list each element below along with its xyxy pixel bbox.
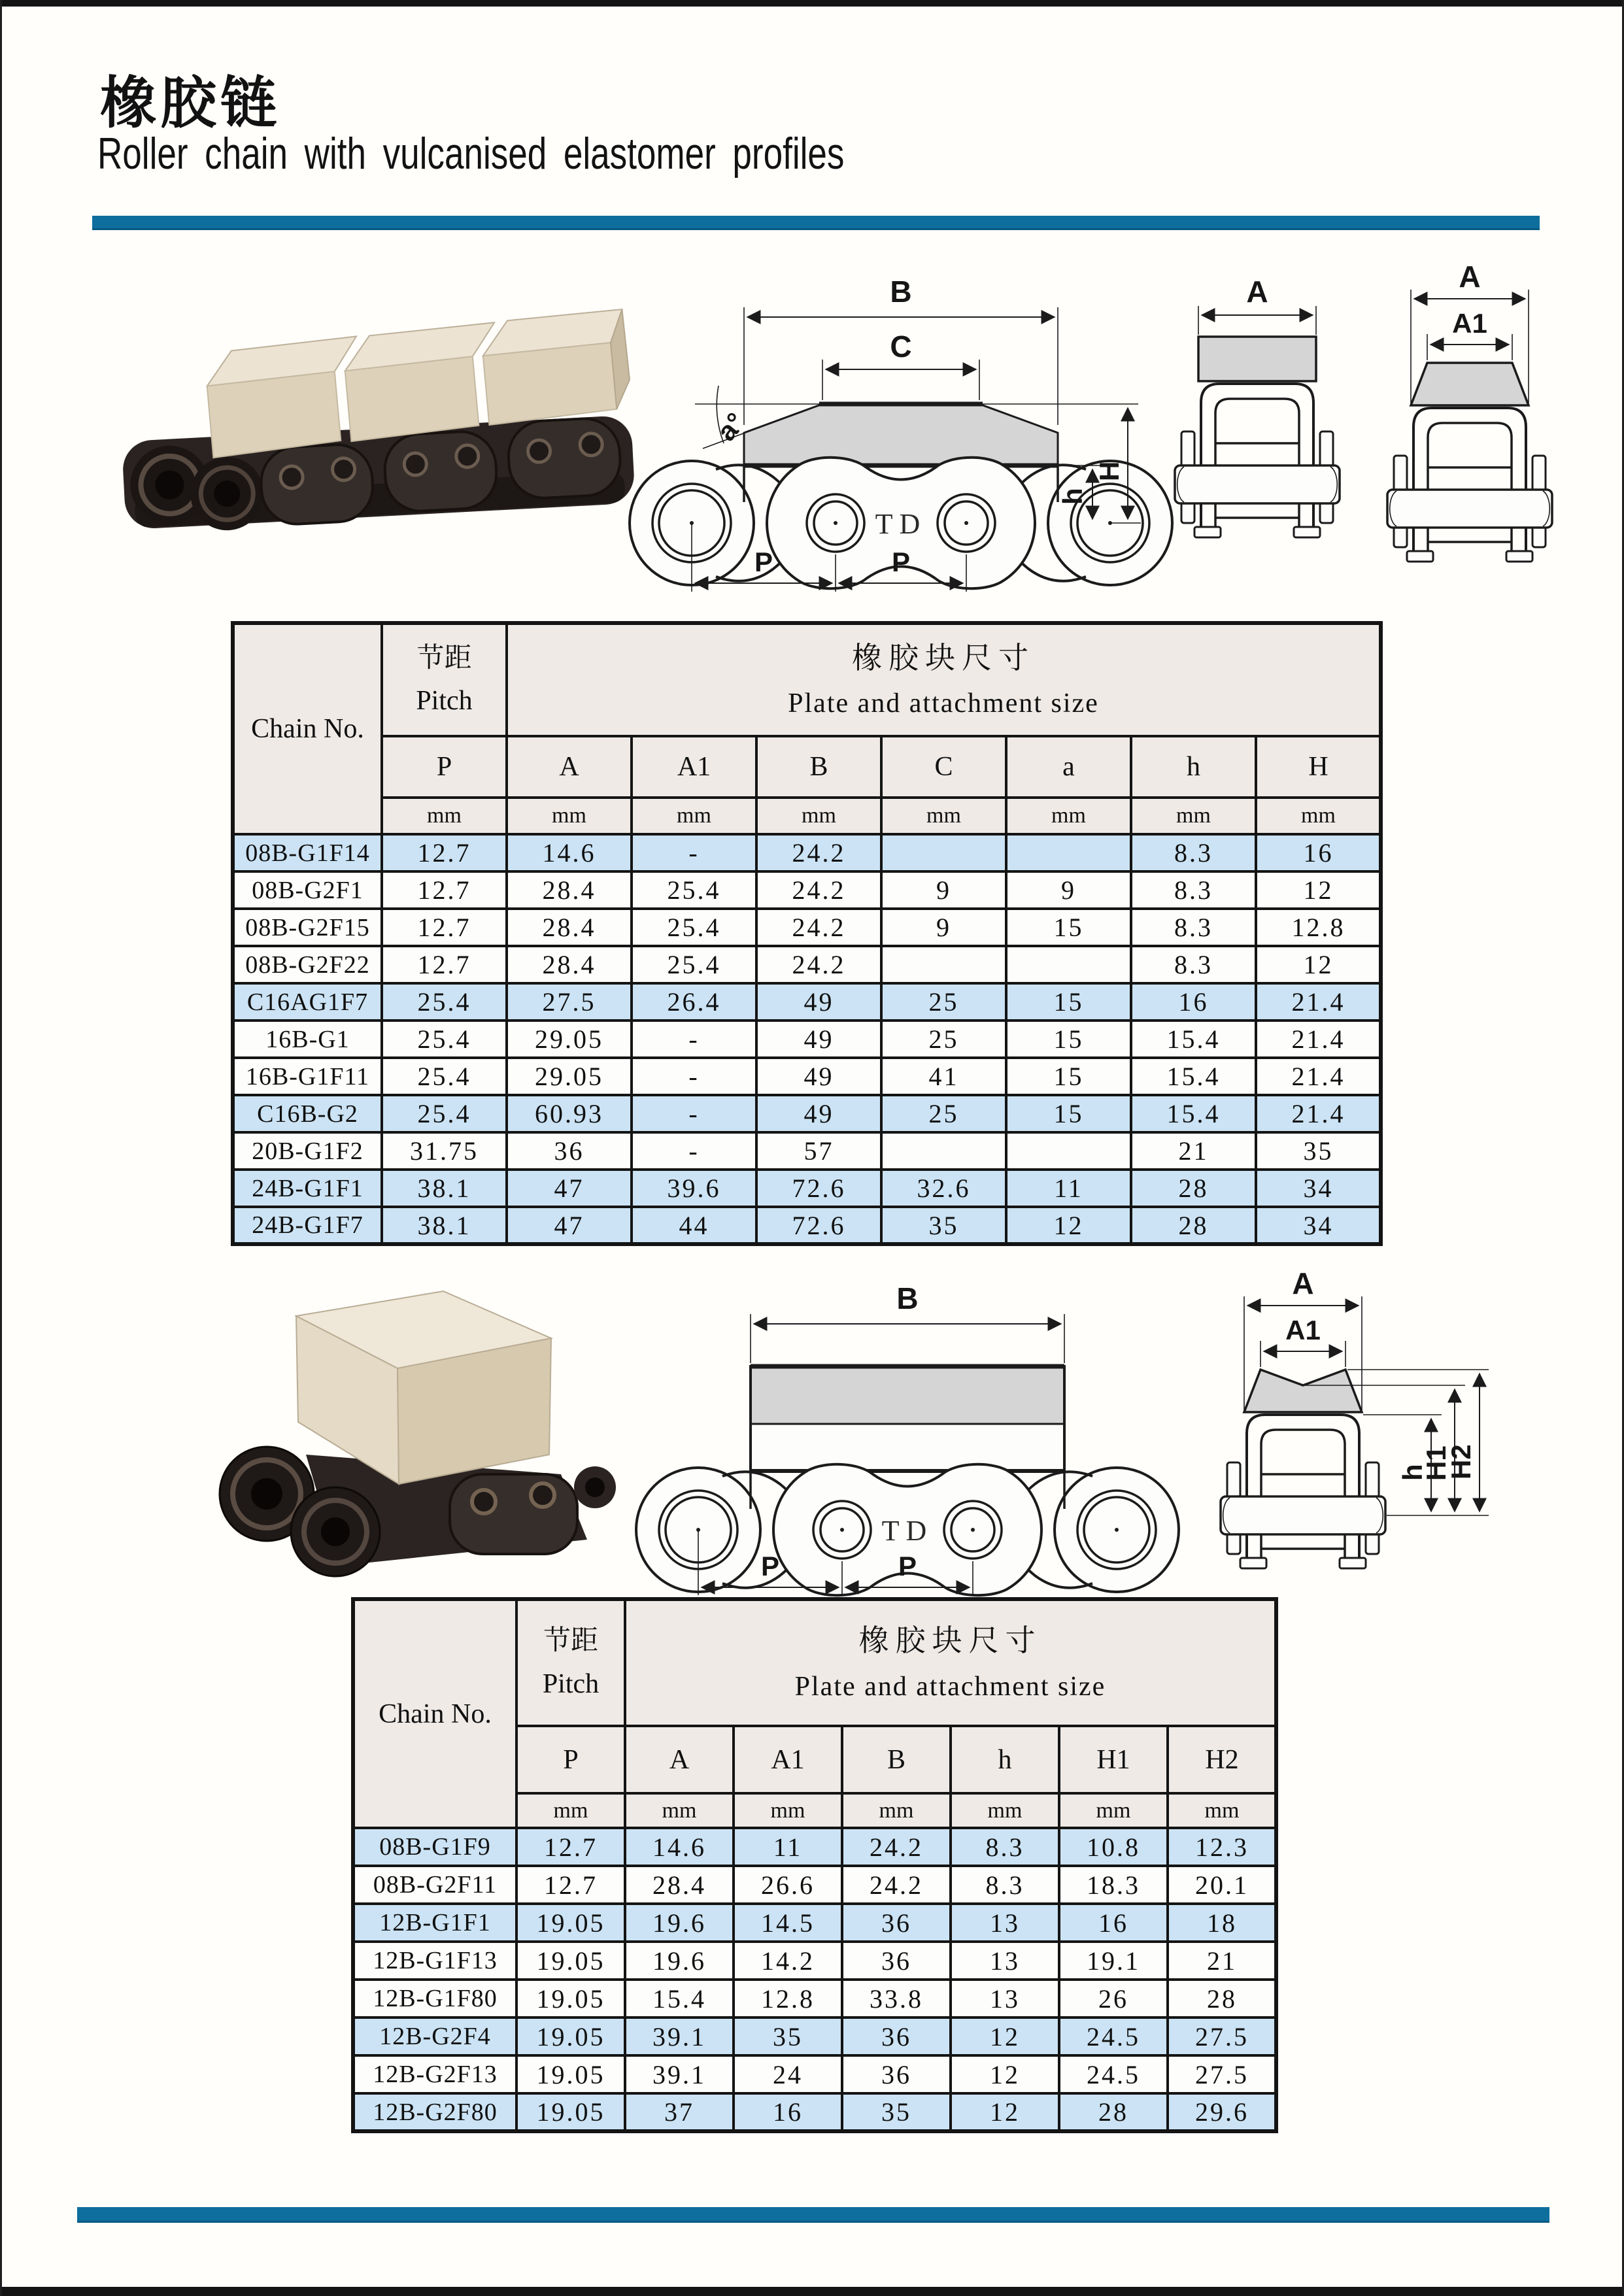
value-cell: - [632,1095,756,1132]
dim-label-angle: a° [710,407,751,447]
plate-size-header-en: Plate and attachment size [794,1671,1106,1702]
td-label: TD [875,508,927,540]
value-cell: 12 [1256,871,1381,909]
drawing-end-view-notch [1211,1266,1499,1579]
value-cell: 39.6 [632,1170,756,1207]
dim-label-P: P [898,1551,917,1581]
value-cell: 8.3 [1131,909,1256,946]
value-cell: 27.5 [1168,2017,1276,2055]
chain-no-cell: 12B-G1F80 [353,1980,516,2017]
column-unit: mm [1006,798,1131,834]
value-cell: 35 [734,2017,842,2055]
value-cell: 34 [1256,1170,1381,1207]
dim-label-B: B [890,275,912,309]
value-cell: - [632,1132,756,1170]
value-cell: 25.4 [632,946,756,983]
dim-label-h: h [1057,488,1088,505]
header-row-main [353,1599,1276,1726]
elastomer-profile-end [1198,337,1316,381]
chain-no-cell: 08B-G2F1 [233,871,382,909]
elastomer-band [752,1368,1063,1424]
value-cell: 9 [881,871,1006,909]
value-cell: 14.5 [734,1904,842,1942]
dim-label-A1: A1 [1285,1315,1321,1345]
value-cell: 24.5 [1059,2017,1168,2055]
dim-label-C: C [890,329,912,363]
value-cell: 72.6 [756,1170,881,1207]
value-cell: 19.05 [516,1904,625,1942]
column-unit: mm [625,1793,734,1828]
photo-chain-three-blocks [107,265,649,559]
value-cell [1006,834,1131,871]
value-cell: 12 [951,2055,1059,2093]
dim-label-H: H [1094,461,1125,481]
value-cell: 12.7 [382,871,507,909]
value-cell: 37 [625,2093,734,2131]
column-unit: mm [951,1793,1059,1828]
value-cell: 24.2 [756,909,881,946]
table-row [233,1058,1381,1095]
table-row [233,1132,1381,1170]
value-cell: 8.3 [1131,946,1256,983]
value-cell: 13 [951,1904,1059,1942]
table-row [233,1021,1381,1058]
chain-no-cell: 12B-G1F13 [353,1942,516,1980]
chain-no-cell: 08B-G2F22 [233,946,382,983]
chain-no-cell: 08B-G1F9 [353,1828,516,1866]
value-cell: 28 [1059,2093,1168,2131]
value-cell: 19.1 [1059,1942,1168,1980]
value-cell: 12.7 [382,834,507,871]
value-cell [881,946,1006,983]
dim-label-B: B [896,1281,919,1315]
chain-no-cell: 16B-G1 [233,1021,382,1058]
column-unit: mm [632,798,756,834]
drawing-end-view-rect [1172,275,1342,556]
column-letter: A1 [632,736,756,798]
table-body [353,1828,1276,2131]
chain-no-cell: 08B-G2F11 [353,1866,516,1904]
value-cell: 13 [951,1980,1059,2017]
value-cell: 15 [1006,909,1131,946]
value-cell: 14.6 [507,834,632,871]
dim-label-A: A [1292,1266,1314,1300]
value-cell: - [632,1021,756,1058]
value-cell: 15.4 [625,1980,734,2017]
drawing-end-view-trapezoid [1378,260,1561,572]
value-cell: 25 [881,983,1006,1021]
elastomer-profile-section [744,404,1058,465]
chain-no-cell: 08B-G1F14 [233,834,382,871]
value-cell: 12.8 [734,1980,842,2017]
value-cell: 36 [507,1132,632,1170]
value-cell: 25.4 [382,983,507,1021]
chain-no-cell: 20B-G1F2 [233,1132,382,1170]
chain-no-cell: 24B-G1F7 [233,1207,382,1244]
value-cell: 16 [1131,983,1256,1021]
footer-accent-bar [77,2207,1549,2223]
header-row-units [233,798,1381,834]
value-cell: 28 [1168,1980,1276,2017]
page-title-chinese: 橡胶链 [100,72,280,135]
dim-label-P: P [891,547,911,577]
value-cell: 32.6 [881,1170,1006,1207]
value-cell: 15 [1006,1058,1131,1095]
value-cell: 29.05 [507,1058,632,1095]
value-cell: 27.5 [507,983,632,1021]
value-cell: 20.1 [1168,1866,1276,1904]
value-cell: 18.3 [1059,1866,1168,1904]
value-cell: 24.2 [842,1866,951,1904]
value-cell: 25.4 [382,1095,507,1132]
value-cell [881,834,1006,871]
column-unit: mm [842,1793,951,1828]
value-cell: 72.6 [756,1207,881,1244]
value-cell: 57 [756,1132,881,1170]
elastomer-block [296,1291,551,1484]
pitch-header [516,1599,625,1726]
plate-size-header [507,623,1381,736]
value-cell: 12 [1256,946,1381,983]
chain-no-cell: C16AG1F7 [233,983,382,1021]
value-cell: 25.4 [382,1058,507,1095]
table-row [233,946,1381,983]
value-cell: 12 [951,2017,1059,2055]
column-unit: mm [1256,798,1381,834]
table-row [233,1207,1381,1244]
value-cell: 10.8 [1059,1828,1168,1866]
value-cell: 12.7 [382,909,507,946]
table-row [233,1095,1381,1132]
table-row [233,909,1381,946]
chain-no-cell: 12B-G1F1 [353,1904,516,1942]
table-row [353,2017,1276,2055]
table-row [353,2055,1276,2093]
value-cell: 47 [507,1170,632,1207]
value-cell: 28.4 [507,871,632,909]
table-row [233,983,1381,1021]
value-cell: 39.1 [625,2055,734,2093]
value-cell: 35 [1256,1132,1381,1170]
value-cell: 15 [1006,983,1131,1021]
value-cell: 19.6 [625,1904,734,1942]
value-cell: 25.4 [382,1021,507,1058]
value-cell: 15.4 [1131,1021,1256,1058]
value-cell: 11 [734,1828,842,1866]
pitch-header-zh: 节距 [543,1626,598,1657]
column-unit: mm [1131,798,1256,834]
table-row [353,2093,1276,2131]
link-plate [450,1474,577,1554]
chain-no-header: Chain No. [353,1599,516,1828]
column-letter: B [842,1726,951,1793]
value-cell [1006,1132,1131,1170]
value-cell: 21.4 [1256,1021,1381,1058]
value-cell: 12.7 [382,946,507,983]
value-cell: 8.3 [951,1828,1059,1866]
plate-size-header [625,1599,1276,1726]
value-cell: 26.4 [632,983,756,1021]
value-cell: 24.2 [756,834,881,871]
pin-cylinder [1221,1496,1385,1534]
column-unit: mm [516,1793,625,1828]
value-cell: 15 [1006,1021,1131,1058]
value-cell: 18 [1168,1904,1276,1942]
value-cell: 14.2 [734,1942,842,1980]
value-cell: 28.4 [507,946,632,983]
column-letter: P [382,736,507,798]
value-cell: 14.6 [625,1828,734,1866]
column-unit: mm [756,798,881,834]
table-row [353,1828,1276,1866]
value-cell: 24.5 [1059,2055,1168,2093]
drawing-side-view-top [656,262,1146,601]
value-cell: 29.6 [1168,2093,1276,2131]
column-letter: P [516,1726,625,1793]
value-cell: 19.05 [516,1942,625,1980]
value-cell [881,1132,1006,1170]
value-cell: 31.75 [382,1132,507,1170]
pitch-header-en: Pitch [542,1668,600,1699]
chain-no-cell: 12B-G2F4 [353,2017,516,2055]
value-cell [1006,946,1131,983]
chain-no-cell: C16B-G2 [233,1095,382,1132]
value-cell: 24.2 [756,946,881,983]
value-cell: 8.3 [1131,871,1256,909]
pitch-header-en: Pitch [416,686,473,716]
column-unit: mm [881,798,1006,834]
value-cell: 25.4 [632,871,756,909]
value-cell: 44 [632,1207,756,1244]
value-cell: 33.8 [842,1980,951,2017]
dim-label-A: A [1459,260,1481,294]
chain-no-cell: 12B-G2F13 [353,2055,516,2093]
column-letter: a [1006,736,1131,798]
value-cell: 16 [1059,1904,1168,1942]
value-cell: 16 [1256,834,1381,871]
value-cell: 36 [842,1942,951,1980]
value-cell: 28 [1131,1170,1256,1207]
value-cell: 60.93 [507,1095,632,1132]
value-cell: 19.6 [625,1942,734,1980]
column-letter: h [951,1726,1059,1793]
chain-no-cell: 16B-G1F11 [233,1058,382,1095]
value-cell: 12.3 [1168,1828,1276,1866]
page-top-rule [2,0,1622,7]
value-cell: 25 [881,1095,1006,1132]
table-row [353,1904,1276,1942]
dim-label-H1: H1 [1421,1445,1451,1481]
value-cell: 38.1 [382,1170,507,1207]
dim-label-P: P [760,1551,780,1581]
value-cell: 24.2 [756,871,881,909]
dim-label-A: A [1246,275,1268,309]
chain-no-header: Chain No. [233,623,382,834]
column-letter: H1 [1059,1726,1168,1793]
value-cell: 15.4 [1131,1095,1256,1132]
value-cell: 21 [1168,1942,1276,1980]
dim-label-A1: A1 [1452,308,1487,339]
title-accent-bar [92,216,1540,230]
value-cell: 39.1 [625,2017,734,2055]
value-cell: 35 [881,1207,1006,1244]
value-cell: 19.05 [516,2055,625,2093]
value-cell: - [632,834,756,871]
value-cell: 13 [951,1942,1059,1980]
dim-label-P: P [754,547,773,577]
value-cell: 38.1 [382,1207,507,1244]
value-cell: 21.4 [1256,1058,1381,1095]
value-cell: 12.7 [516,1866,625,1904]
value-cell: - [632,1058,756,1095]
table-row [233,871,1381,909]
column-letter: C [881,736,1006,798]
value-cell: 26.6 [734,1866,842,1904]
value-cell: 21 [1131,1132,1256,1170]
chain-no-cell: 12B-G2F80 [353,2093,516,2131]
value-cell: 19.05 [516,2093,625,2131]
pin-cylinder [1387,490,1552,528]
pitch-header [382,623,507,736]
plate-size-header-zh: 橡胶块尺寸 [858,1624,1042,1658]
value-cell: 29.05 [507,1021,632,1058]
page-title-english: Roller chain with vulcanised elastomer profiles [97,129,845,178]
column-unit: mm [382,798,507,834]
column-letter: B [756,736,881,798]
value-cell: 25.4 [632,909,756,946]
column-letter: A [625,1726,734,1793]
value-cell: 12 [951,2093,1059,2131]
table-body [233,834,1381,1244]
table-row [353,1942,1276,1980]
value-cell: 36 [842,1904,951,1942]
dim-label-H2: H2 [1446,1444,1476,1479]
value-cell: 19.05 [516,1980,625,2017]
column-unit: mm [1059,1793,1168,1828]
value-cell: 35 [842,2093,951,2131]
value-cell: 34 [1256,1207,1381,1244]
value-cell: 16 [734,2093,842,2131]
value-cell: 19.05 [516,2017,625,2055]
spec-table-bottom [351,1597,1278,2133]
column-unit: mm [1168,1793,1276,1828]
page-bottom-rule [2,2287,1622,2296]
value-cell: 49 [756,1058,881,1095]
value-cell: 9 [881,909,1006,946]
value-cell: 36 [842,2017,951,2055]
elastomer-profile-end [1411,363,1529,405]
dim-label-h: h [1397,1464,1428,1481]
table-row [233,834,1381,871]
value-cell: 49 [756,1021,881,1058]
table-row [233,1170,1381,1207]
value-cell: 12 [1006,1207,1131,1244]
value-cell: 24 [734,2055,842,2093]
value-cell: 8.3 [951,1866,1059,1904]
pitch-header-zh: 节距 [416,643,472,673]
plate-size-header-en: Plate and attachment size [788,688,1099,719]
value-cell: 36 [842,2055,951,2093]
value-cell: 21.4 [1256,983,1381,1021]
column-unit: mm [734,1793,842,1828]
drawing-side-view-bottom [662,1268,1153,1595]
column-letter: A1 [734,1726,842,1793]
value-cell: 49 [756,1095,881,1132]
chain-no-cell: 24B-G1F1 [233,1170,382,1207]
td-label: TD [881,1515,934,1547]
value-cell: 26 [1059,1980,1168,2017]
header-row-letters [233,736,1381,798]
photo-chain-single-block [169,1258,626,1598]
chain-no-cell: 08B-G2F15 [233,909,382,946]
value-cell: 49 [756,983,881,1021]
value-cell: 24.2 [842,1828,951,1866]
value-cell: 12.8 [1256,909,1381,946]
value-cell: 12.7 [516,1828,625,1866]
pin-cylinder [1175,465,1340,503]
column-letter: A [507,736,632,798]
value-cell: 15 [1006,1095,1131,1132]
value-cell: 21.4 [1256,1095,1381,1132]
spec-table-top-wrap [231,621,1383,1246]
value-cell: 8.3 [1131,834,1256,871]
table-row [353,1980,1276,2017]
spec-table-bottom-wrap [351,1597,1278,2133]
value-cell: 47 [507,1207,632,1244]
spec-table-top [231,621,1383,1246]
header-row-main [233,623,1381,736]
elastomer-profile-end [1244,1370,1362,1412]
column-unit: mm [507,798,632,834]
value-cell: 25 [881,1021,1006,1058]
value-cell: 28.4 [625,1866,734,1904]
column-letter: H [1256,736,1381,798]
table-row [353,1866,1276,1904]
value-cell: 28.4 [507,909,632,946]
value-cell: 41 [881,1058,1006,1095]
value-cell: 9 [1006,871,1131,909]
value-cell: 27.5 [1168,2055,1276,2093]
column-letter: H2 [1168,1726,1276,1793]
value-cell: 28 [1131,1207,1256,1244]
value-cell: 15.4 [1131,1058,1256,1095]
value-cell: 11 [1006,1170,1131,1207]
column-letter: h [1131,736,1256,798]
plate-size-header-zh: 橡胶块尺寸 [852,641,1035,675]
